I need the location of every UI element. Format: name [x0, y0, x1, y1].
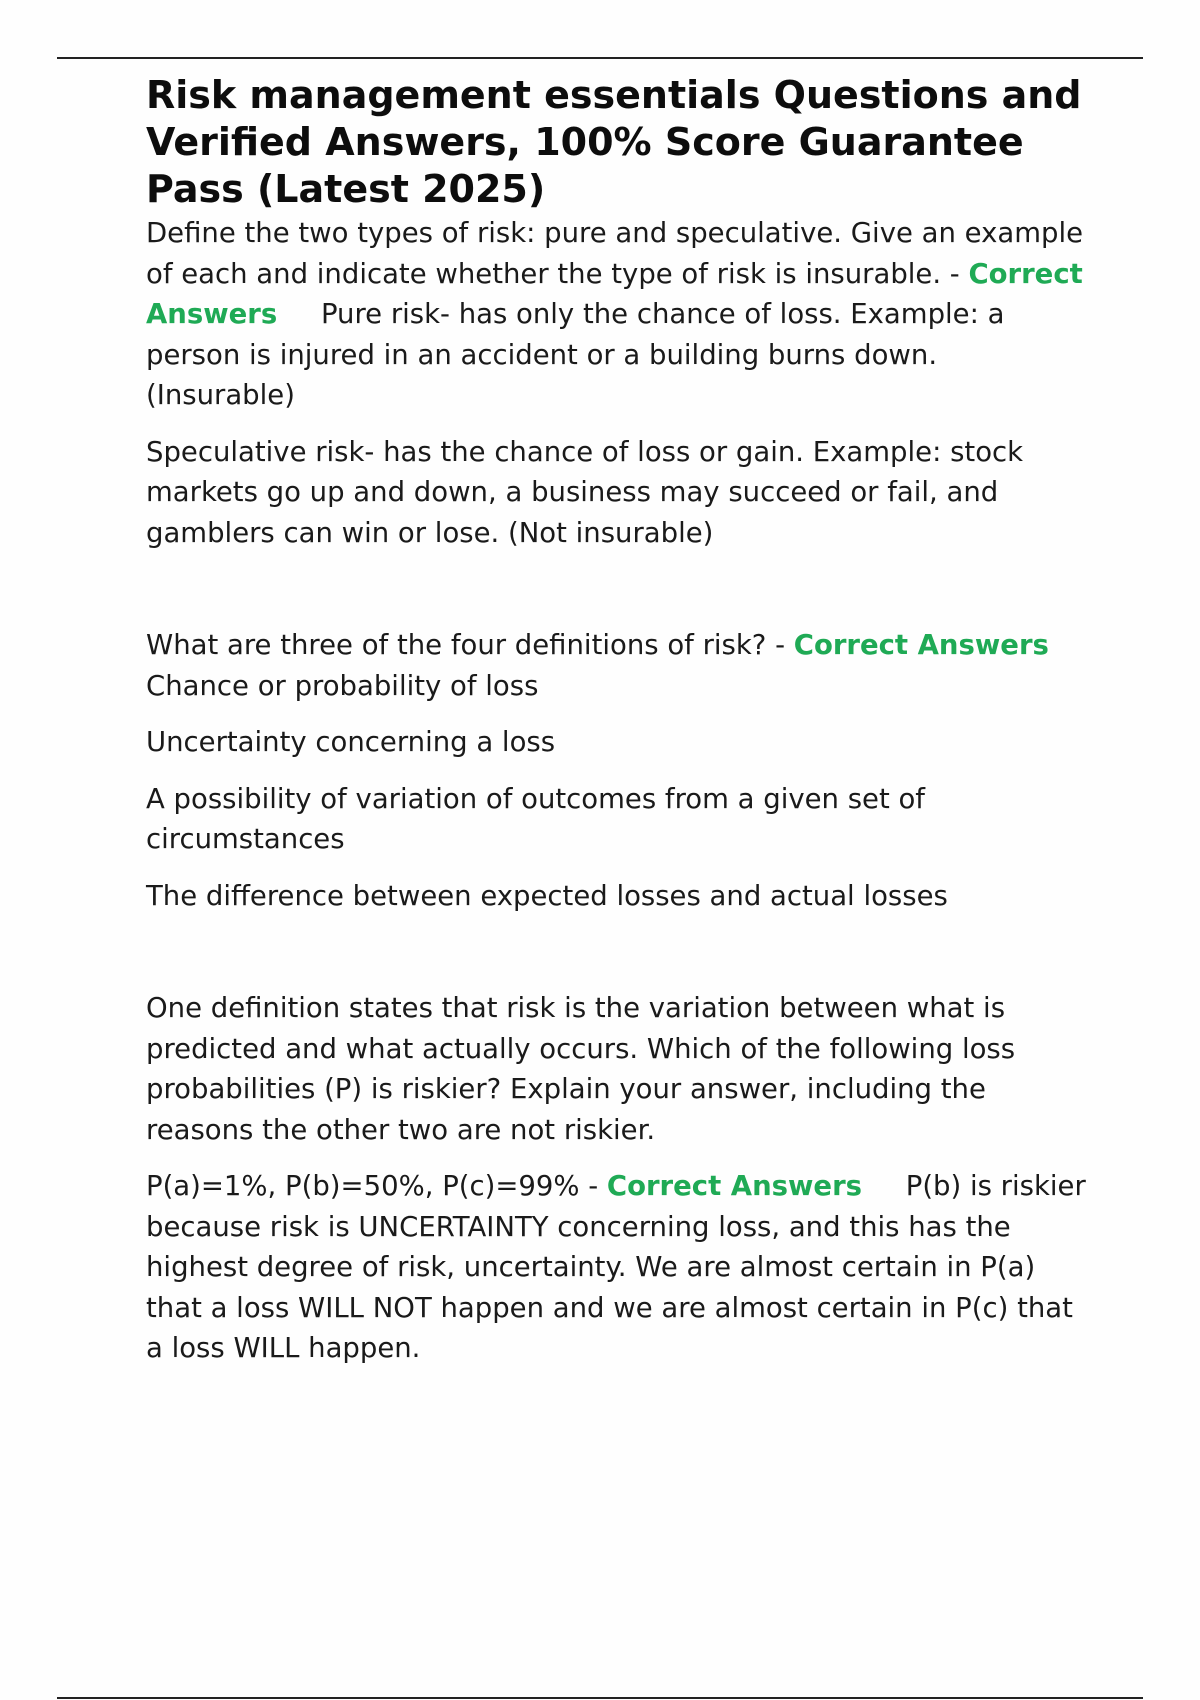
qa-item-2	[146, 625, 1086, 706]
qa-item-3	[146, 1166, 1086, 1369]
document-body	[146, 72, 1086, 1369]
answer-paragraph: A possibility of variation of outcomes from a given set of circumstances	[146, 782, 925, 855]
answer-text: P(b) is riskier because risk is UNCERTAINTY concerning loss, and this has the highest degree of risk, uncertainty. We are almost certain in P(a) that a loss WILL NOT happen and we are almost certain in P(c) that a loss WILL happen.	[146, 1170, 1086, 1364]
question-text: P(a)=1%, P(b)=50%, P(c)=99% -	[146, 1170, 607, 1202]
answer-paragraph: Speculative risk- has the chance of loss or gain. Example: stock markets go up and down, a business may succeed or fail, and gamblers can win or lose. (Not insurable)	[146, 435, 1024, 549]
answer-paragraph: The difference between expected losses and actual losses	[146, 879, 948, 912]
correct-answers-label: Correct Answers	[146, 257, 1083, 330]
question-text: Define the two types of risk: pure and speculative. Give an example of each and indicate whether the type of risk is insurable. -	[146, 217, 1084, 290]
question-text: What are three of the four definitions of risk? -	[146, 629, 794, 661]
answer-paragraph: Uncertainty concerning a loss	[146, 726, 556, 758]
answer-text: Chance or probability of loss	[146, 669, 539, 702]
qa-item-1	[146, 213, 1086, 416]
page-title: Risk management essentials Questions and Verified Answers, 100% Score Guarantee Pass (Latest 2025)	[146, 73, 1082, 211]
answer-text: Pure risk- has only the chance of loss. Example: a person is injured in an accident or a building burns down. (Insurable)	[146, 298, 1005, 411]
correct-answers-label: Correct Answers	[793, 629, 1049, 661]
bottom-rule	[57, 1697, 1143, 1699]
correct-answers-label: Correct Answers	[606, 1170, 863, 1202]
top-rule	[57, 57, 1143, 59]
question-intro: One definition states that risk is the variation between what is predicted and what actually occurs. Which of the following loss probabilities (P) is riskier? Explain your answer, including the reasons the other two are not riskier.	[146, 992, 1016, 1146]
